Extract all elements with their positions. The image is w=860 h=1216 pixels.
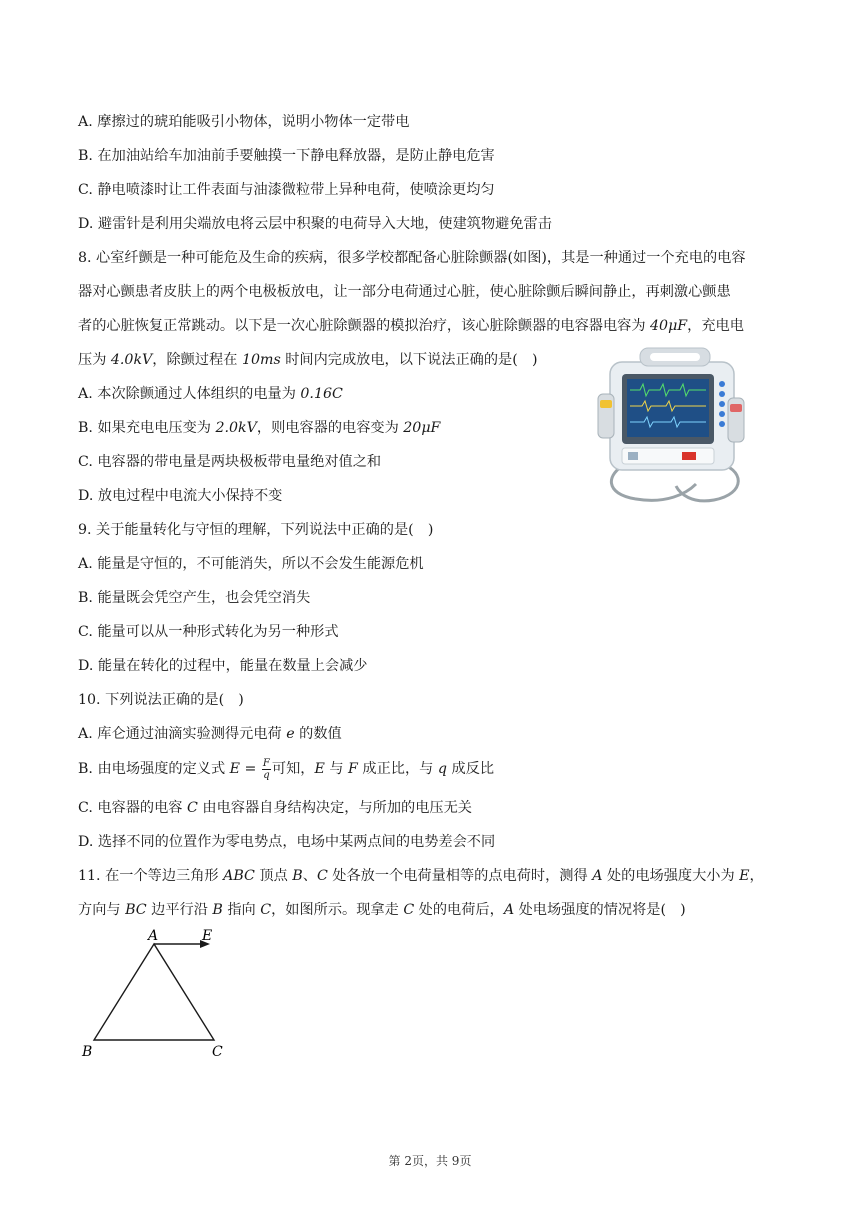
q11-math: B [212,902,223,918]
vertex-c-label: C [212,1044,223,1060]
q10-text: A. 库仑通过油滴实验测得元电荷 [78,726,287,742]
q9-stem: 9. 关于能量转化与守恒的理解，下列说法中正确的是( ) [78,522,434,538]
vertex-a-label: A [148,928,159,944]
q9-option-a: A. 能量是守恒的，不可能消失，所以不会发生能源危机 [78,556,424,572]
q8-text: 时间内完成放电，以下说法正确的是( ) [280,352,538,368]
q11-stem-line1 [78,866,764,886]
q8-voltage: 4.0kV [110,352,153,368]
q8-option-a [78,384,343,404]
q9-option-b: B. 能量既会凭空产生，也会凭空消失 [78,590,311,606]
q8-option-d: D. 放电过程中电流大小保持不变 [78,488,283,504]
q8-text: 者的心脏恢复正常跳动。以下是一次心脏除颤器的模拟治疗，该心脏除颤器的电容器电容为 [78,318,651,334]
q11-math: ABC [223,868,255,884]
q11-text: 11. 在一个等边三角形 [78,868,224,884]
q10-option-a [78,724,342,744]
q11-text: 指向 [222,902,261,918]
q8-text: 压为 [78,352,111,368]
q8-text: B. 如果充电电压变为 [78,420,216,436]
q11-math: A [503,902,515,918]
field-e-label: E [202,928,213,944]
q7-option-a: A. 摩擦过的琥珀能吸引小物体，说明小物体一定带电 [78,114,410,130]
q11-text: ，如图所示。现拿走 [271,902,404,918]
q10-math: E = [229,761,261,777]
q10-math: C [187,800,198,816]
vertex-b-label: B [82,1044,93,1060]
defibrillator-image [596,344,748,504]
q8-math: 2.0kV [215,420,257,436]
q10-math: F [348,761,358,777]
q8-math: 20μF [403,420,441,436]
q11-text: 方向与 [78,902,126,918]
q11-text: 边平行沿 [146,902,213,918]
q10-text: 与 [324,761,349,777]
q11-text: 处电场强度的情况将是( ) [514,902,686,918]
q11-stem-line2 [78,900,686,920]
q8-option-c: C. 电容器的带电量是两块极板带电量绝对值之和 [78,454,382,470]
q10-text: 的数值 [294,726,342,742]
q11-text: 处各放一个电荷量相等的点电荷时，测得 [327,868,593,884]
q10-text: 可知， [271,761,315,777]
q7-option-c: C. 静电喷漆时让工件表面与油漆微粒带上异种电荷，使喷涂更均匀 [78,182,495,198]
q10-option-c [78,798,472,818]
q10-text: 成反比 [446,761,495,777]
q8-capacitance: 40μF [650,318,688,334]
q11-text: 处的电荷后， [414,902,504,918]
q9-option-c: C. 能量可以从一种形式转化为另一种形式 [78,624,339,640]
fraction-numerator: F [262,757,270,769]
q11-math: BC [125,902,147,918]
q8-text: ，除颤过程在 [152,352,242,368]
q10-stem: 10. 下列说法正确的是( ) [78,692,244,708]
q7-option-b: B. 在加油站给车加油前手要触摸一下静电释放器，是防止静电危害 [78,148,495,164]
q10-text: 由电容器自身结构决定，与所加的电压无关 [197,800,472,816]
q11-text: ， [749,868,764,884]
q8-math: 0.16C [300,386,343,402]
q9-option-d: D. 能量在转化的过程中，能量在数量上会减少 [78,658,368,674]
q11-math: E [739,868,750,884]
q8-stem-line3 [78,316,744,336]
q11-math: C [316,868,328,884]
q11-text: 、 [302,868,317,884]
q10-text: 成正比，与 [357,761,438,777]
fraction-denominator: q [263,769,270,781]
page-footer: 第 2页，共 9页 [388,1154,472,1168]
q8-text: A. 本次除颤通过人体组织的电量为 [78,386,301,402]
q8-stem-line2: 器对心颤患者皮肤上的两个电极板放电，让一部分电荷通过心脏，使心脏除颤后瞬间静止，再刺激心颤患 [78,284,731,300]
q8-stem-line1: 8. 心室纤颤是一种可能危及生命的疾病，很多学校都配备心脏除颤器(如图)，其是一种通过一个充电的电容 [78,250,746,266]
q8-text: ，则电容器的电容变为 [256,420,404,436]
q11-text: 顶点 [254,868,293,884]
triangle-abc [94,944,214,1040]
q10-text: C. 电容器的电容 [78,800,188,816]
q10-math: E [314,761,325,777]
q8-stem-line4 [78,350,538,370]
q11-math: C [260,902,272,918]
triangle-abc-figure [74,924,234,1064]
q10-option-d: D. 选择不同的位置作为零电势点，电场中某两点间的电势差会不同 [78,834,496,850]
q7-option-d: D. 避雷针是利用尖端放电将云层中积聚的电荷导入大地，使建筑物避免雷击 [78,216,552,232]
q11-math: B [292,868,303,884]
q10-option-b [78,756,494,782]
q8-time: 10ms [241,352,281,368]
field-definition-fraction [262,758,271,781]
q11-math: A [592,868,603,884]
q8-text: ，充电电 [687,318,744,334]
q11-math: C [403,902,415,918]
q10-math: e [286,726,295,742]
q11-text: 处的电场强度大小为 [602,868,740,884]
q10-text: B. 由电场强度的定义式 [78,761,230,777]
q8-option-b [78,418,440,438]
q10-math: q [437,761,447,777]
